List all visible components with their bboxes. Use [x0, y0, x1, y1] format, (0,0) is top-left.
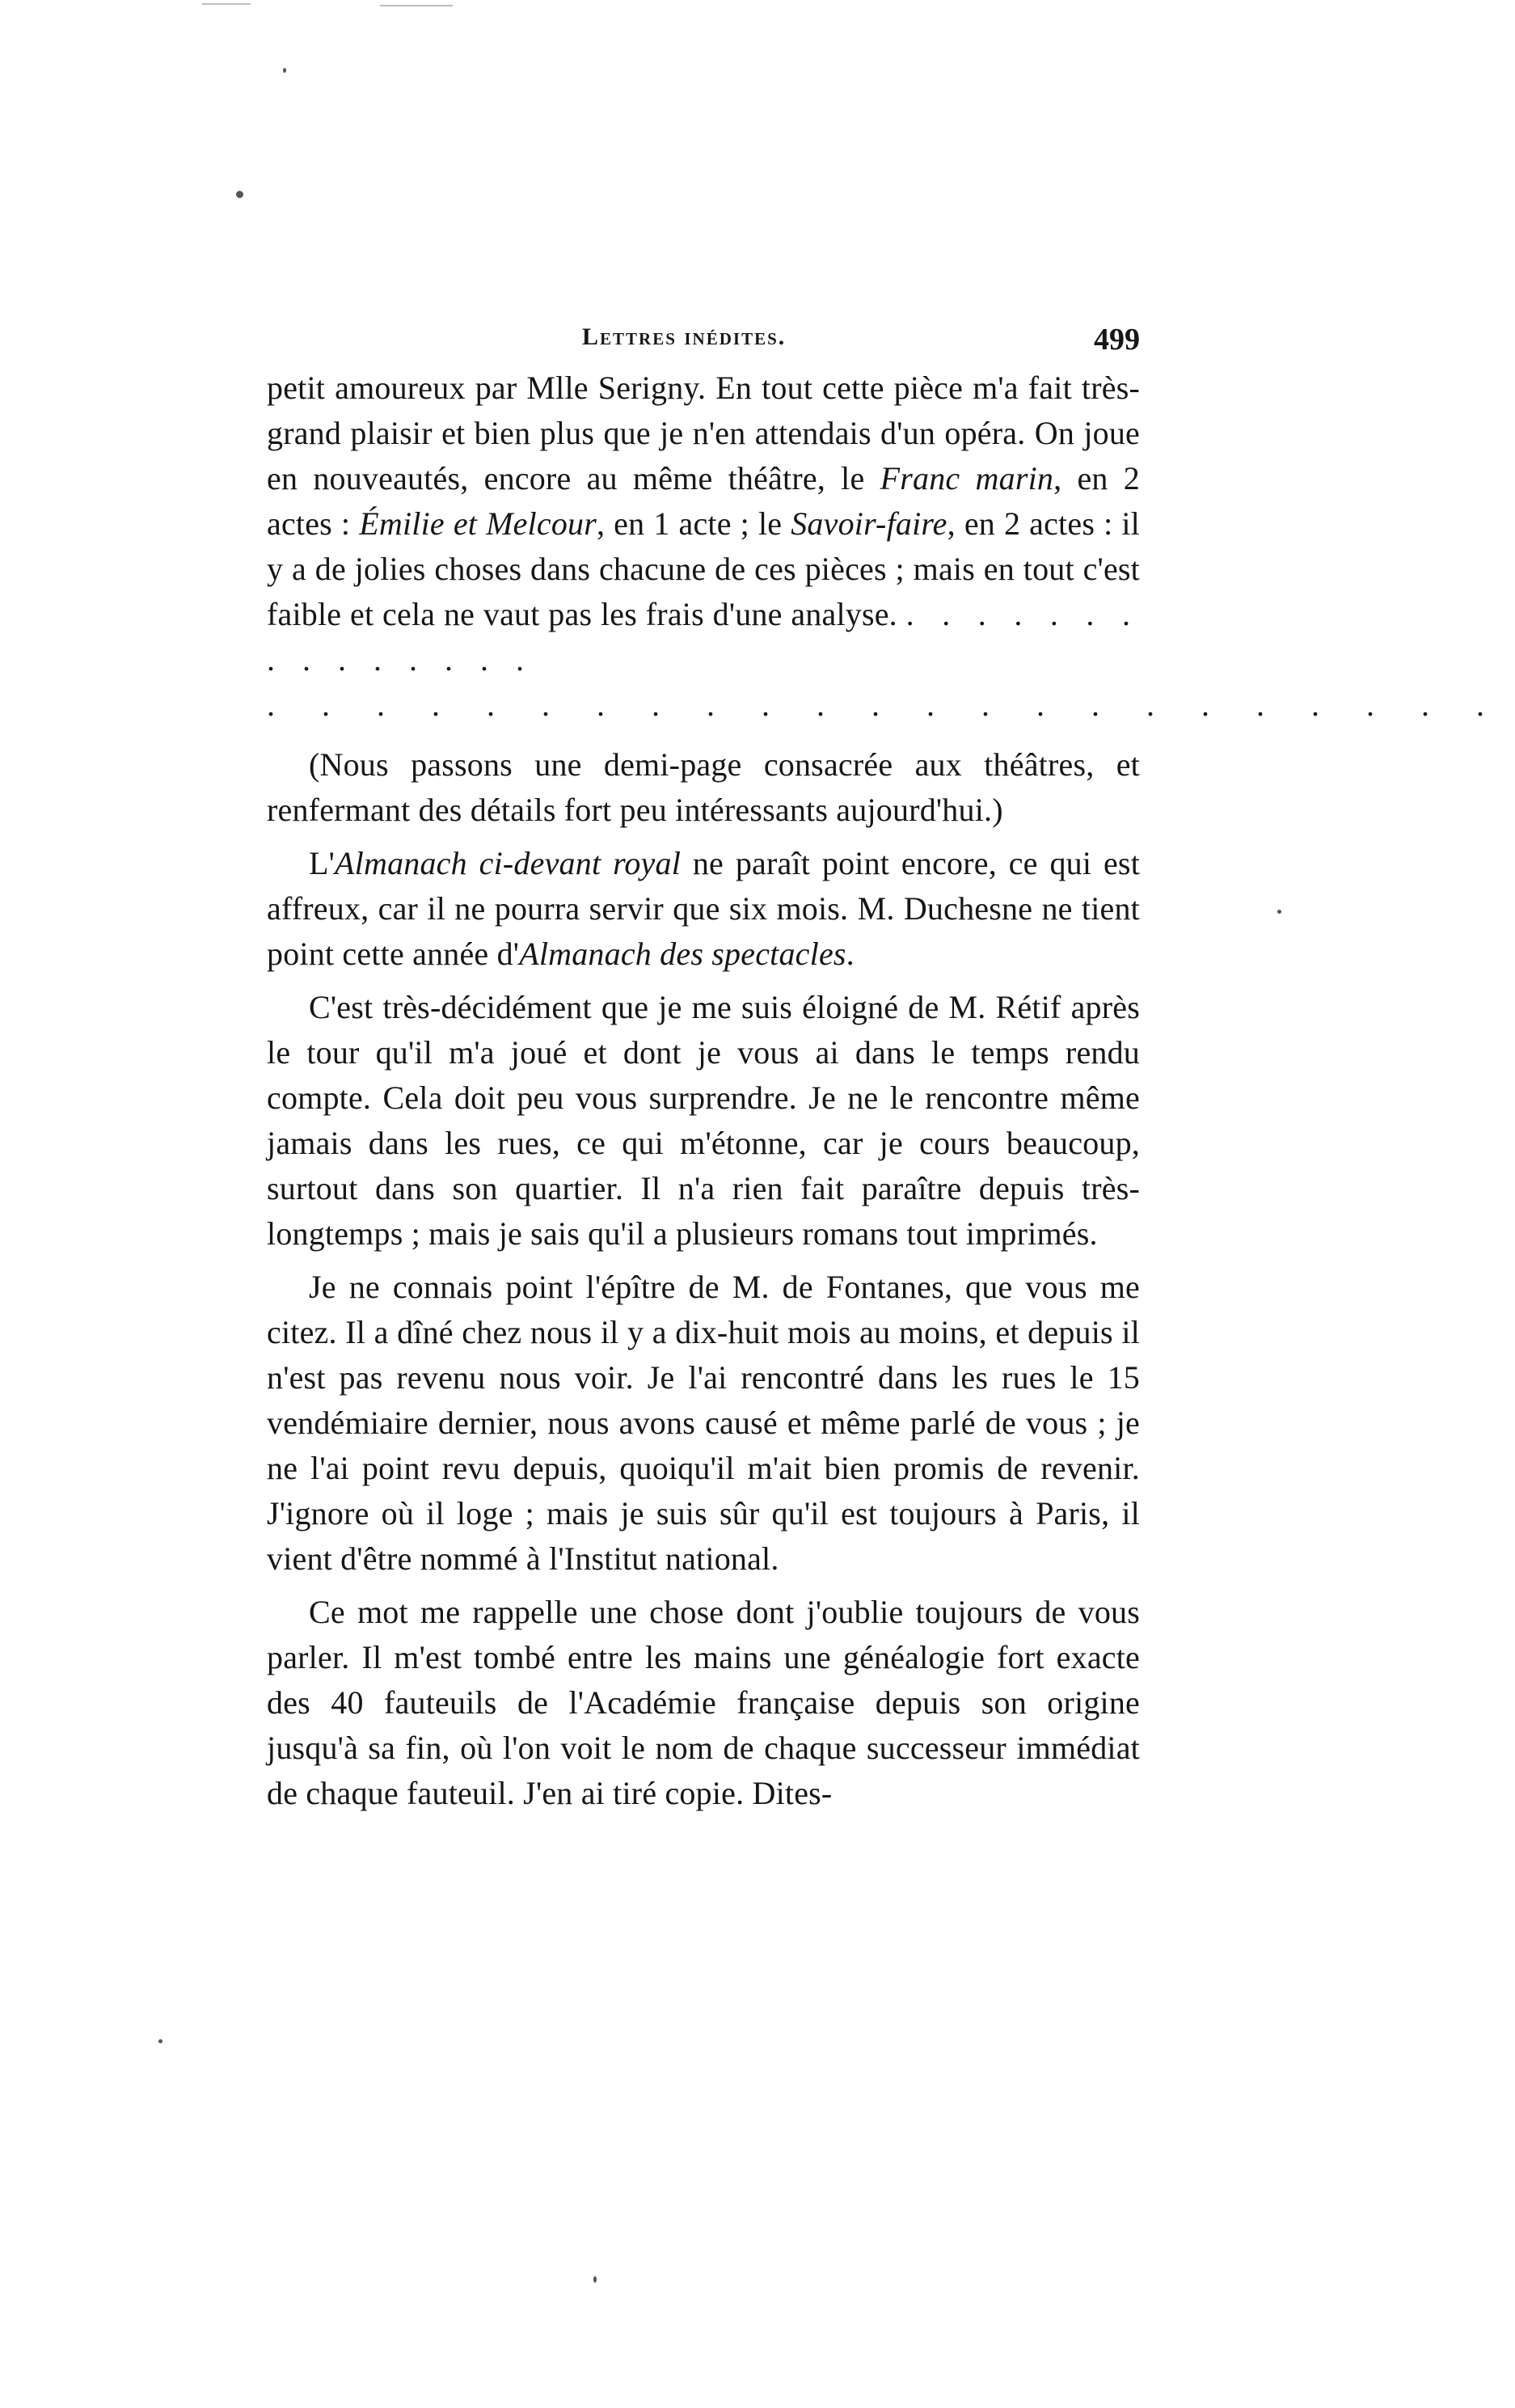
ellipsis: . . . . . . . . . . . . . . .	[267, 596, 1140, 678]
page-number: 499	[1094, 323, 1140, 357]
text-run: .	[846, 936, 855, 972]
text-run: L'	[309, 845, 335, 881]
paragraph-p6	[267, 1265, 1140, 1582]
italic-title: Almanach ci-devant royal	[335, 845, 682, 881]
text-run: , en 2 actes : il y a de jolies choses dans chacune de ces pièces ; mais en tout c'est faible et cela ne vaut pas les frais d'une analyse.	[267, 505, 1140, 632]
ellipsis-line: . . . . . . . . . . . . . . . . . . . . . . .	[267, 686, 1504, 723]
scan-speck	[1277, 910, 1281, 914]
text-run: petit amoureux par Mlle Serigny. En tout cette pièce m'a fait très-grand plaisir et bien plus que je n'en attendais d'un opéra. On joue en nouveautés, encore au même théâtre, le	[267, 370, 1140, 496]
scan-edge-mark	[202, 3, 251, 5]
scan-speck	[236, 191, 243, 198]
page-header	[267, 322, 1140, 362]
paragraph-p3	[267, 742, 1140, 833]
italic-title: Almanach des spectacles	[519, 936, 846, 972]
italic-title: Savoir-faire	[791, 505, 947, 542]
paragraph-p1	[267, 365, 1140, 682]
text-run: , en 1 acte ; le	[597, 505, 791, 542]
paragraph-p7	[267, 1590, 1140, 1816]
italic-title: Émilie et Melcour	[359, 505, 597, 542]
text-run: , en 2 actes :	[267, 460, 1140, 542]
paragraph-p5	[267, 985, 1140, 1257]
running-title: Lettres inédites.	[582, 323, 787, 350]
text-run: ne paraît point encore, ce qui est affreux, car il ne pourra servir que six mois. M. Duchesne ne tient point cette année d'	[267, 845, 1141, 972]
scan-speck	[283, 68, 286, 73]
text-run: Je ne connais point l'épître de M. de Fontanes, que vous me citez. Il a dîné chez nous il y a dix-huit mois au moins, et depuis il n'est pas revenu nous voir. Je l'ai rencontré dans les rues le 15 vendémiaire dernier, nous avons causé et même parlé de vous ; je ne l'ai point revu depuis, quoiqu'il m'ait bien promis de revenir. J'ignore où il loge ; mais je suis sûr qu'il est toujours à Paris, il vient d'être nommé à l'Institut national.	[267, 1269, 1140, 1577]
text-run: Ce mot me rappelle une chose dont j'oublie toujours de vous parler. Il m'est tombé entre les mains une généalogie fort exacte des 40 fauteuils de l'Académie française depuis son origine jusqu'à sa fin, où l'on voit le nom de chaque successeur immédiat de chaque fauteuil. J'en ai tiré copie. Dites-	[267, 1594, 1140, 1811]
italic-title: Franc marin	[880, 460, 1054, 496]
paragraph-p4	[267, 841, 1140, 977]
body-text	[267, 365, 1504, 1816]
text-run: C'est très-décidément que je me suis éloigné de M. Rétif après le tour qu'il m'a joué et dont je vous ai dans le temps rendu compte. Cela doit peu vous surprendre. Je ne le rencontre même jamais dans les rues, ce qui m'étonne, car je cours beaucoup, surtout dans son quartier. Il n'a rien fait paraître depuis très-longtemps ; mais je sais qu'il a plusieurs romans tout imprimés.	[267, 989, 1140, 1252]
scan-edge-mark	[380, 5, 453, 6]
text-run: (Nous passons une demi-page consacrée aux théâtres, et renfermant des détails fort peu intéressants aujourd'hui.)	[267, 746, 1140, 828]
scan-speck	[158, 2039, 162, 2043]
scan-speck	[593, 2276, 597, 2283]
